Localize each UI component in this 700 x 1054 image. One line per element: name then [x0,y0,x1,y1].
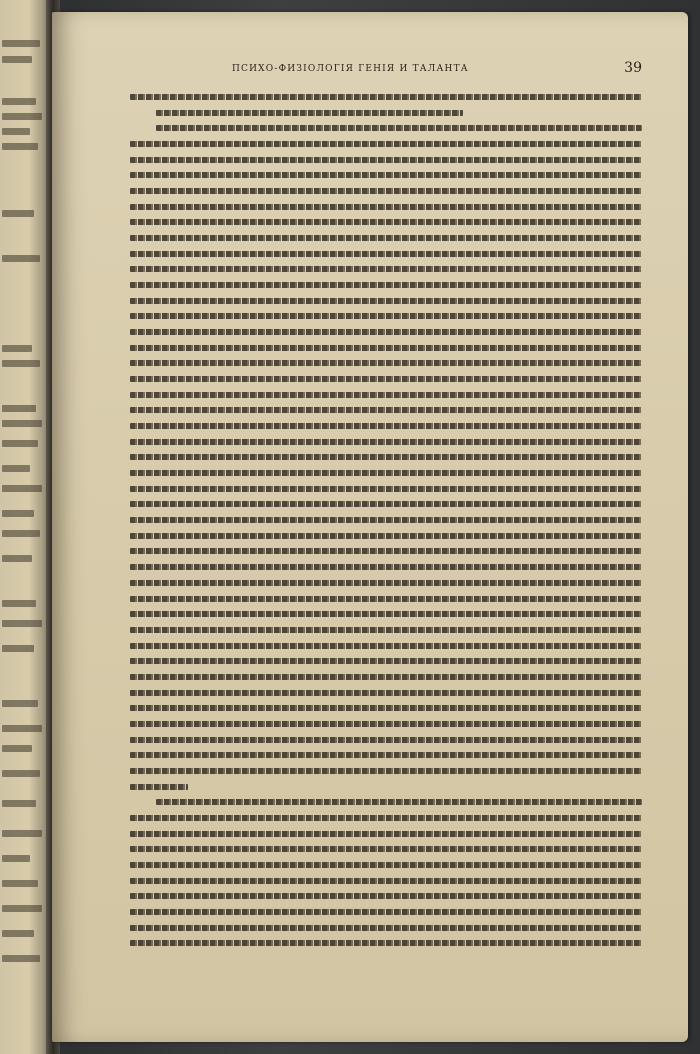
text-line [130,564,642,570]
text-line [130,580,642,586]
text-line [130,533,642,539]
text-line [130,454,642,460]
text-line [130,266,642,272]
text-line [130,282,642,288]
text-line [130,784,188,790]
text-line [130,909,642,915]
text-line [130,596,642,602]
text-line [130,313,642,319]
text-line [130,141,642,147]
text-line [130,893,642,899]
text-line [130,172,642,178]
text-line [130,611,642,617]
text-line [130,548,642,554]
text-line [130,862,642,868]
text-line [130,470,642,476]
text-line [130,157,642,163]
text-line [156,110,463,116]
text-line [130,831,642,837]
text-line [130,360,642,366]
text-line [130,643,642,649]
text-line [130,345,642,351]
book-page [52,12,688,1042]
text-line [130,94,642,100]
text-line [130,251,642,257]
text-line [130,925,642,931]
text-line [130,407,642,413]
text-line [130,188,642,194]
text-line [130,376,642,382]
page-number: 39 [624,60,642,76]
running-head: ПСИХО-ФИЗІОЛОГІЯ ГЕНІЯ И ТАЛАНТА [232,64,469,74]
text-line [130,501,642,507]
text-line [130,690,642,696]
text-line [130,674,642,680]
text-line [130,878,642,884]
text-line [130,815,642,821]
text-line [156,125,642,131]
text-line [130,486,642,492]
text-line [130,752,642,758]
text-line [130,737,642,743]
text-line [130,940,642,946]
text-line [130,705,642,711]
text-line [130,329,642,335]
body-text [130,94,642,956]
text-line [130,627,642,633]
text-line [156,799,642,805]
text-line [130,846,642,852]
left-facing-page [0,0,52,1054]
text-line [130,768,642,774]
text-line [130,219,642,225]
text-line [130,298,642,304]
page-header [122,62,648,82]
text-line [130,439,642,445]
text-line [130,204,642,210]
text-line [130,423,642,429]
text-line [130,721,642,727]
text-line [130,658,642,664]
text-line [130,392,642,398]
text-line [130,517,642,523]
text-line [130,235,642,241]
